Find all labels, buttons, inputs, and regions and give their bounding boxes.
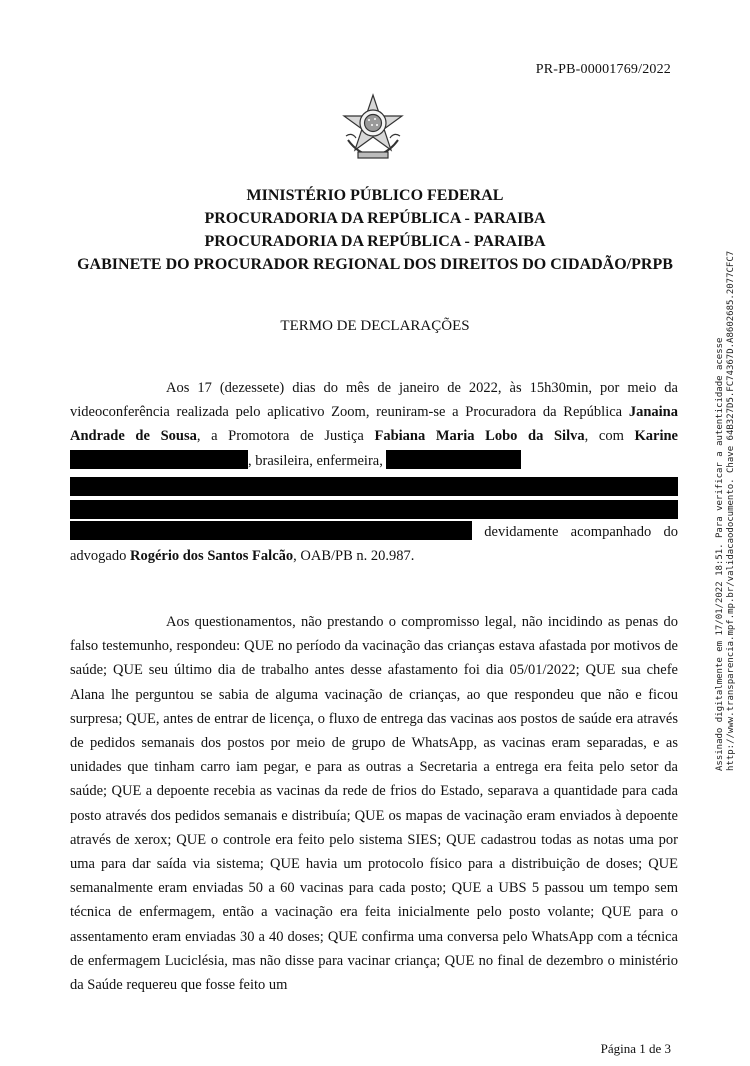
statement-text: Aos questionamentos, não prestando o compromisso legal, não incidindo as penas do falso testemunho, respondeu: QUE no período da vacinação das crianças estava afastada por motivos de saúde; QUE seu último dia de trabalho antes desse afastamento foi dia 05/01/2022; QUE sua chefe Alana lhe perguntou se sabia de alguma vacinação de crianças, ao que respondeu que não e ficou surpresa; QUE, antes de entrar de licença, o fluxo de entrega das vacinas aos postos de saúde era através de pedidos semanais dos postos por meio de grupo de WhatsApp, as vacinas eram separadas, e as unidades que tinham carro iam pegar, e para as outras a Secretaria a entrega era feita pelo setor da saúde; QUE a depoente recebia as vacinas da rede de frios do Estado, separava a quantidade para cada posto através dos pedidos semanais e distribuía; QUE os mapas de vacinação eram enviados à depoente através de xerox; QUE o controle era feito pelo sistema SIES; QUE cadastrou todas as notas uma por uma para dar saída via sistema; QUE havia um protocolo físico para a distribuição de doses; QUE semanalmente eram enviadas 50 a 60 vacinas para cada posto; QUE a UBS 5 passou um tempo sem técnica de enfermagem, então a vacinação era feita inicialmente pelo posto volante; QUE para o assentamento eram enviadas 30 a 40 doses; QUE confirma uma conversa pelo WhatsApp com a técnica de enfermagem Luciclésia, mas não disse para vacinar criança; QUE no final de dezembro o ministério da Saúde requereu que fosse feito um (70, 614, 678, 994)
para1-text-6: , OAB/PB n. 20.987. (293, 548, 415, 565)
lawyer-name: Rogério dos Santos Falcão (130, 548, 294, 565)
promoter-name: Fabiana Maria Lobo da Silva (374, 428, 585, 445)
para1-text-3: , com (584, 428, 635, 445)
redaction-bar (70, 521, 472, 540)
paragraph-statements (70, 610, 678, 997)
para1-text-1: Aos 17 (dezessete) dias do mês de janeiro de 2022, às 15h30min, por meio da videoconferência realizada pelo aplicativo Zoom, reuniram-se a Procuradora da República (70, 380, 678, 421)
heading-line-2: PROCURADORIA DA REPÚBLICA - PARAIBA (204, 210, 546, 227)
redaction-bar (70, 500, 678, 519)
redaction-bar (386, 450, 521, 469)
stamp-line-1: Assinado digitalmente em 17/01/2022 18:51. Para verificar a autenticidade acesse (715, 337, 725, 771)
brazil-coat-of-arms-emblem (338, 92, 408, 162)
heading-line-1: MINISTÉRIO PÚBLICO FEDERAL (246, 187, 504, 204)
digital-signature-stamp (706, 250, 746, 780)
heading-line-3: PROCURADORIA DA REPÚBLICA - PARAIBA (204, 233, 546, 250)
document-title: TERMO DE DECLARAÇÕES (280, 318, 470, 334)
prosecutor-name: Janaina Andrade de Sousa (70, 404, 678, 445)
declarant-name: Karine (634, 428, 678, 445)
redaction-bar (70, 477, 678, 496)
page-number: Página 1 de 3 (600, 1041, 671, 1056)
heading-line-4: GABINETE DO PROCURADOR REGIONAL DOS DIREITOS DO CIDADÃO/PRPB (77, 256, 673, 273)
document-heading (0, 184, 750, 276)
paragraph-attendees (70, 376, 678, 568)
para1-text-5: devidamente acompanhado do advogado (70, 523, 678, 565)
redaction-bar (70, 450, 248, 469)
stamp-line-2: http://www.transparencia.mpf.mp.br/validacaodocumento. Chave 64B327D5.FC74367D.A8602685.2077CFC7 (726, 250, 736, 771)
para1-text-2: , a Promotora de Justiça (196, 428, 375, 445)
document-id: PR-PB-00001769/2022 (535, 62, 671, 77)
para1-text-4: , brasileira, enfermeira, (248, 452, 383, 469)
